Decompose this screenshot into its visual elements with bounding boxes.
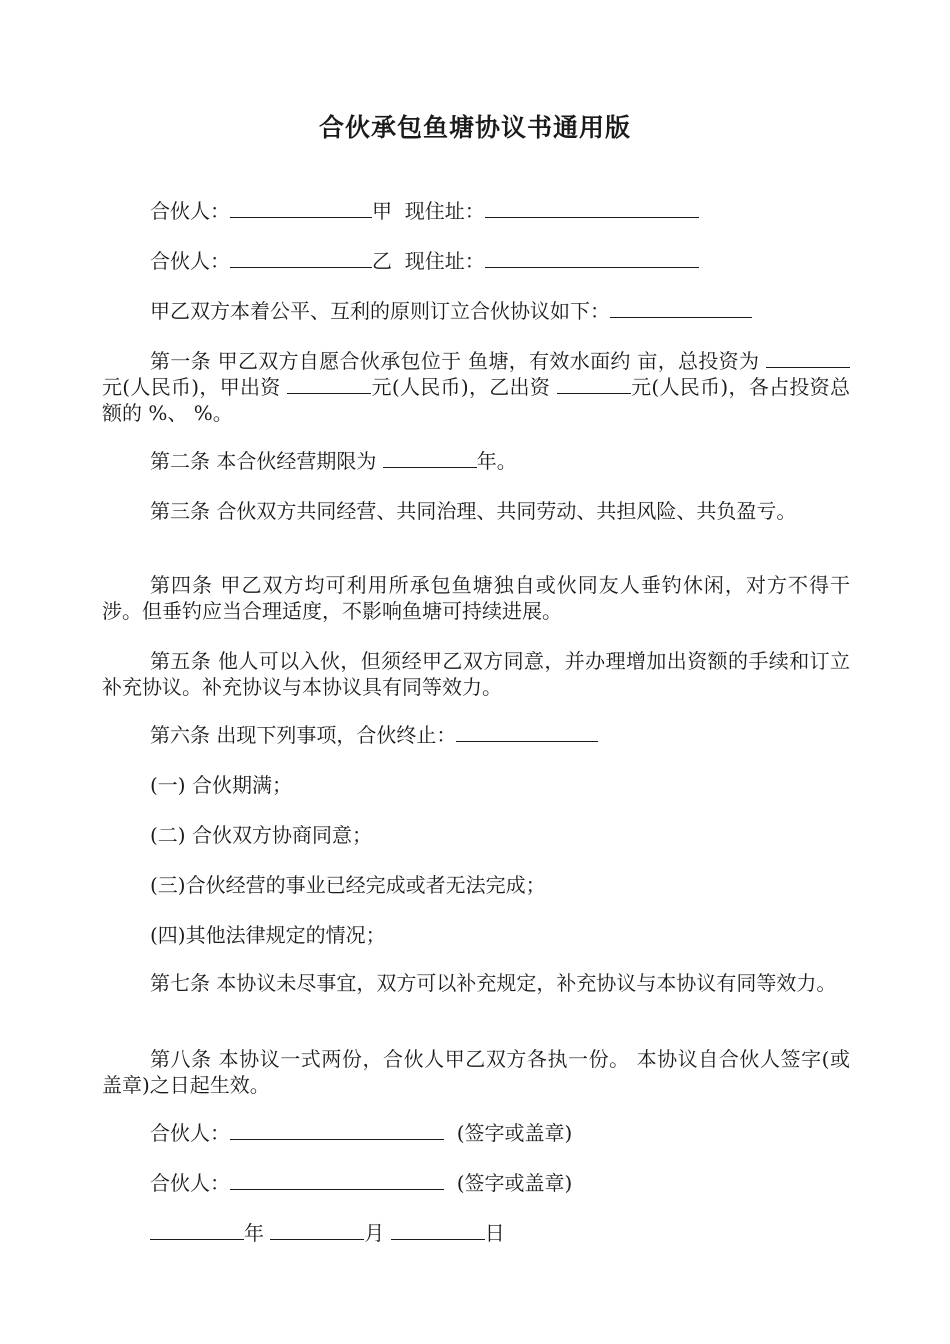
- termination-item-3: (三)合伙经营的事业已经完成或者无法完成；: [150, 873, 546, 897]
- party-a-name-blank: [230, 199, 372, 218]
- party-b-label: 合伙人：: [150, 249, 230, 273]
- article-3: 第三条 合伙双方共同经营、共同治理、共同劳动、共担风险、共负盈亏。: [150, 499, 797, 523]
- date-day-label: 日: [484, 1221, 505, 1245]
- termination-item-1: (一) 合伙期满；: [150, 773, 292, 797]
- date-line: [102, 1220, 850, 1246]
- party-b-address-blank: [485, 249, 699, 268]
- article-4: 第四条 甲乙双方均可利用所承包鱼塘独自或伙同友人垂钓休闲，对方不得干涉。但垂钓应当合理适度，不影响鱼塘可持续进展。: [102, 573, 850, 623]
- article-6: [102, 722, 850, 748]
- party-b-line: [102, 248, 850, 274]
- signature-a-label: 合伙人：: [150, 1121, 230, 1145]
- article-2-text-b: 年。: [476, 449, 517, 473]
- intro-blank: [610, 299, 752, 318]
- signature-b-blank: [230, 1171, 444, 1190]
- party-a-role: 甲: [372, 199, 392, 223]
- date-year-label: 年: [244, 1221, 264, 1245]
- signature-b-note: (签字或盖章): [456, 1171, 573, 1195]
- intro-line: [102, 298, 850, 324]
- article-1-text-a: 第一条 甲乙双方自愿合伙承包位于 鱼塘，有效水面约 亩，总投资为: [150, 349, 766, 373]
- article-6-blank: [456, 723, 598, 742]
- termination-item-2: (二) 合伙双方协商同意；: [150, 823, 372, 847]
- term-years-blank: [383, 449, 477, 468]
- article-1: [102, 348, 850, 426]
- party-a-investment-blank: [287, 375, 371, 394]
- signature-line-b: [102, 1170, 850, 1196]
- document-title: 合伙承包鱼塘协议书通用版: [318, 113, 631, 142]
- article-2-text-a: 第二条 本合伙经营期限为: [150, 449, 383, 473]
- date-month-blank: [270, 1221, 364, 1240]
- party-b-role: 乙: [372, 249, 392, 273]
- article-5: 第五条 他人可以入伙，但须经甲乙双方同意，并办理增加出资额的手续和订立补充协议。补充协议与本协议具有同等效力。: [102, 649, 850, 699]
- date-month-label: 月: [364, 1221, 385, 1245]
- intro-text: 甲乙双方本着公平、互利的原则订立合伙协议如下：: [150, 299, 610, 323]
- signature-a-blank: [230, 1121, 444, 1140]
- party-a-address-blank: [485, 199, 699, 218]
- party-b-address-label: 现住址：: [404, 249, 485, 273]
- article-6-text: 第六条 出现下列事项，合伙终止：: [150, 723, 457, 747]
- termination-item-4: (四)其他法律规定的情况；: [150, 923, 386, 947]
- party-a-label: 合伙人：: [150, 199, 230, 223]
- party-b-name-blank: [230, 249, 372, 268]
- party-b-investment-blank: [557, 375, 631, 394]
- article-1-text-d: 元(人民币)，各占投资总额的 %、 %。: [102, 375, 850, 425]
- article-2: [102, 448, 850, 474]
- party-a-address-label: 现住址：: [404, 199, 485, 223]
- article-7: 第七条 本协议未尽事宜，双方可以补充规定，补充协议与本协议有同等效力。: [150, 971, 837, 995]
- date-day-blank: [391, 1221, 485, 1240]
- signature-line-a: [102, 1120, 850, 1146]
- article-8: 第八条 本协议一式两份，合伙人甲乙双方各执一份。 本协议自合伙人签字(或盖章)之日起生效。: [102, 1047, 850, 1097]
- signature-b-label: 合伙人：: [150, 1171, 230, 1195]
- total-investment-blank: [766, 349, 850, 368]
- article-1-text-b: 元(人民币)，甲出资: [102, 375, 288, 399]
- date-year-blank: [150, 1221, 244, 1240]
- signature-a-note: (签字或盖章): [456, 1121, 573, 1145]
- party-a-line: [102, 198, 850, 224]
- article-1-text-c: 元(人民币)，乙出资: [371, 375, 557, 399]
